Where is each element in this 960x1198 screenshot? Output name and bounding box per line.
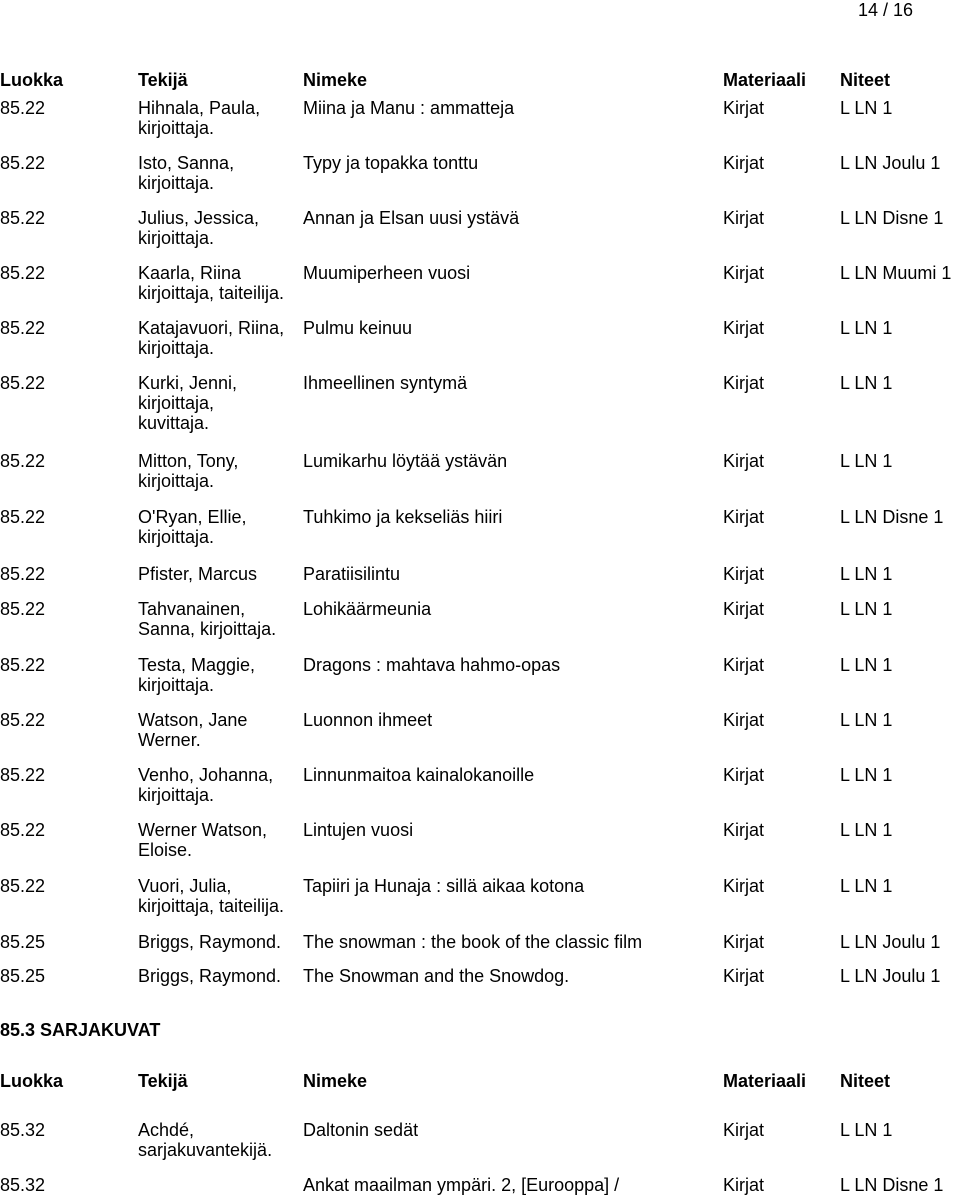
cell-luokka: 85.22 (0, 820, 46, 840)
cell-tekija: Achdé, sarjakuvantekijä. (138, 1120, 273, 1160)
cell-niteet: L LN 1 (840, 820, 893, 840)
header-nimeke: Nimeke (303, 70, 368, 90)
cell-materiaali: Kirjat (723, 932, 765, 952)
cell-nimeke: Miina ja Manu : ammatteja (303, 98, 515, 118)
cell-materiaali: Kirjat (723, 98, 765, 118)
header-tekija: Tekijä (138, 1071, 188, 1091)
header-materiaali: Materiaali (723, 1071, 807, 1091)
cell-nimeke: Pulmu keinuu (303, 318, 413, 338)
header-nimeke: Nimeke (303, 1071, 368, 1091)
cell-tekija: Hihnala, Paula, kirjoittaja. (138, 98, 261, 138)
cell-niteet: L LN 1 (840, 318, 893, 338)
cell-niteet: L LN Disne 1 (840, 507, 944, 527)
cell-materiaali: Kirjat (723, 153, 765, 173)
cell-luokka: 85.22 (0, 564, 46, 584)
cell-niteet: L LN 1 (840, 1120, 893, 1140)
header-luokka: Luokka (0, 70, 64, 90)
header-niteet: Niteet (840, 70, 891, 90)
cell-luokka: 85.22 (0, 451, 46, 471)
cell-luokka: 85.22 (0, 876, 46, 896)
cell-materiaali: Kirjat (723, 820, 765, 840)
cell-nimeke: The Snowman and the Snowdog. (303, 966, 570, 986)
cell-materiaali: Kirjat (723, 263, 765, 283)
cell-materiaali: Kirjat (723, 564, 765, 584)
cell-tekija: Werner Watson, Eloise. (138, 820, 268, 860)
cell-materiaali: Kirjat (723, 1120, 765, 1140)
header-niteet: Niteet (840, 1071, 891, 1091)
cell-nimeke: Lintujen vuosi (303, 820, 414, 840)
cell-tekija: Testa, Maggie, kirjoittaja. (138, 655, 256, 695)
cell-luokka: 85.22 (0, 263, 46, 283)
cell-luokka: 85.25 (0, 932, 46, 952)
cell-niteet: L LN 1 (840, 876, 893, 896)
cell-materiaali: Kirjat (723, 966, 765, 986)
cell-nimeke: Ihmeellinen syntymä (303, 373, 468, 393)
page-number: 14 / 16 (857, 0, 913, 20)
cell-nimeke: Linnunmaitoa kainalokanoille (303, 765, 535, 785)
cell-materiaali: Kirjat (723, 1175, 765, 1195)
cell-niteet: L LN 1 (840, 98, 893, 118)
cell-tekija: Watson, Jane Werner. (138, 710, 248, 750)
cell-niteet: L LN Joulu 1 (840, 966, 941, 986)
cell-tekija: Kaarla, Riina kirjoittaja, taiteilija. (138, 263, 285, 303)
cell-luokka: 85.22 (0, 599, 46, 619)
cell-luokka: 85.22 (0, 765, 46, 785)
cell-niteet: L LN 1 (840, 765, 893, 785)
cell-nimeke: Ankat maailman ympäri. 2, [Eurooppa] / (303, 1175, 620, 1195)
cell-luokka: 85.22 (0, 318, 46, 338)
cell-nimeke: The snowman : the book of the classic film (303, 932, 643, 952)
cell-tekija: Pfister, Marcus (138, 564, 258, 584)
cell-tekija: Julius, Jessica, kirjoittaja. (138, 208, 260, 248)
cell-luokka: 85.32 (0, 1175, 46, 1195)
cell-nimeke: Lohikäärmeunia (303, 599, 432, 619)
cell-nimeke: Lumikarhu löytää ystävän (303, 451, 508, 471)
cell-materiaali: Kirjat (723, 373, 765, 393)
header-luokka: Luokka (0, 1071, 64, 1091)
section-title: 85.3 SARJAKUVAT (0, 1020, 161, 1040)
cell-nimeke: Paratiisilintu (303, 564, 401, 584)
cell-niteet: L LN Muumi 1 (840, 263, 952, 283)
cell-luokka: 85.25 (0, 966, 46, 986)
cell-luokka: 85.22 (0, 655, 46, 675)
cell-materiaali: Kirjat (723, 765, 765, 785)
cell-tekija: Venho, Johanna, kirjoittaja. (138, 765, 274, 805)
cell-nimeke: Typy ja topakka tonttu (303, 153, 479, 173)
cell-luokka: 85.22 (0, 98, 46, 118)
cell-luokka: 85.22 (0, 153, 46, 173)
cell-tekija: Mitton, Tony, kirjoittaja. (138, 451, 239, 491)
cell-tekija: Katajavuori, Riina, kirjoittaja. (138, 318, 285, 358)
cell-luokka: 85.22 (0, 507, 46, 527)
cell-niteet: L LN Joulu 1 (840, 153, 941, 173)
cell-tekija: Tahvanainen, Sanna, kirjoittaja. (138, 599, 277, 639)
cell-nimeke: Dragons : mahtava hahmo-opas (303, 655, 561, 675)
cell-niteet: L LN 1 (840, 599, 893, 619)
cell-materiaali: Kirjat (723, 451, 765, 471)
cell-nimeke: Annan ja Elsan uusi ystävä (303, 208, 520, 228)
cell-materiaali: Kirjat (723, 208, 765, 228)
cell-niteet: L LN 1 (840, 373, 893, 393)
header-tekija: Tekijä (138, 70, 188, 90)
cell-nimeke: Tuhkimo ja kekseliäs hiiri (303, 507, 503, 527)
cell-niteet: L LN Disne 1 (840, 1175, 944, 1195)
cell-niteet: L LN 1 (840, 710, 893, 730)
cell-niteet: L LN 1 (840, 451, 893, 471)
cell-tekija: Briggs, Raymond. (138, 966, 282, 986)
cell-luokka: 85.22 (0, 208, 46, 228)
cell-niteet: L LN 1 (840, 564, 893, 584)
cell-nimeke: Luonnon ihmeet (303, 710, 433, 730)
cell-materiaali: Kirjat (723, 655, 765, 675)
cell-materiaali: Kirjat (723, 710, 765, 730)
cell-materiaali: Kirjat (723, 599, 765, 619)
cell-tekija: Briggs, Raymond. (138, 932, 282, 952)
cell-luokka: 85.22 (0, 710, 46, 730)
cell-niteet: L LN 1 (840, 655, 893, 675)
cell-materiaali: Kirjat (723, 507, 765, 527)
cell-tekija: Vuori, Julia, kirjoittaja, taiteilija. (138, 876, 285, 916)
cell-tekija: Kurki, Jenni, kirjoittaja, kuvittaja. (138, 373, 238, 433)
cell-niteet: L LN Joulu 1 (840, 932, 941, 952)
cell-nimeke: Muumiperheen vuosi (303, 263, 471, 283)
cell-tekija: O'Ryan, Ellie, kirjoittaja. (138, 507, 247, 547)
cell-nimeke: Daltonin sedät (303, 1120, 419, 1140)
cell-luokka: 85.32 (0, 1120, 46, 1140)
cell-niteet: L LN Disne 1 (840, 208, 944, 228)
cell-materiaali: Kirjat (723, 876, 765, 896)
cell-nimeke: Tapiiri ja Hunaja : sillä aikaa kotona (303, 876, 585, 896)
cell-materiaali: Kirjat (723, 318, 765, 338)
cell-tekija: Isto, Sanna, kirjoittaja. (138, 153, 235, 193)
header-materiaali: Materiaali (723, 70, 807, 90)
cell-luokka: 85.22 (0, 373, 46, 393)
